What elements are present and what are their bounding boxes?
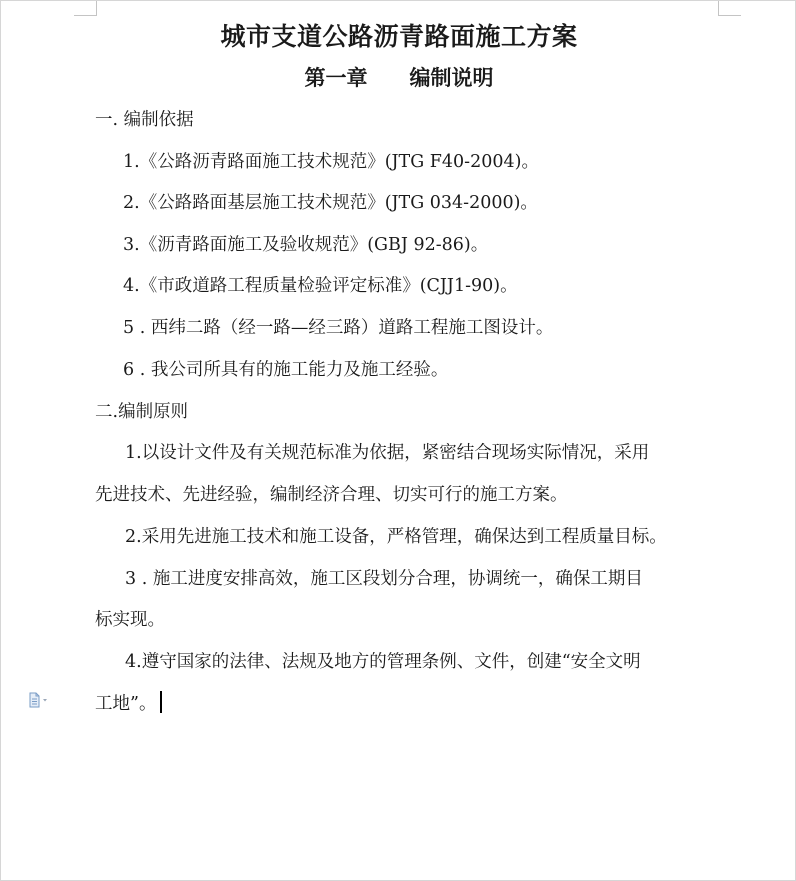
paragraph-line: 4.遵守国家的法律、法规及地方的管理条例、文件，创建“安全文明 (125, 652, 641, 672)
paragraph-line: 3 . 施工进度安排高效，施工区段划分合理，协调统一，确保工期目 (125, 569, 643, 589)
crop-mark-top-left (74, 1, 97, 16)
list-item: 3.《沥青路面施工及验收规范》(GBJ 92-86)。 (123, 235, 489, 255)
section-heading-2: 二.编制原则 (95, 402, 189, 422)
list-item: 2.《公路路面基层施工技术规范》(JTG 034-2000)。 (123, 193, 538, 213)
crop-mark-top-right (718, 1, 741, 16)
document-options-icon[interactable] (28, 692, 52, 708)
paragraph-line-last[interactable] (95, 691, 162, 716)
list-item: 4.《市政道路工程质量检验评定标准》(CJJ1-90)。 (123, 276, 518, 296)
paragraph-line: 2.采用先进施工技术和施工设备，严格管理，确保达到工程质量目标。 (125, 527, 667, 547)
list-item: 1.《公路沥青路面施工技术规范》(JTG F40-2004)。 (123, 152, 539, 172)
paragraph-text: 工地”。 (95, 694, 157, 714)
paragraph-line: 1.以设计文件及有关规范标准为依据，紧密结合现场实际情况，采用 (125, 443, 650, 463)
section-heading-1: 一. 编制依据 (95, 110, 194, 130)
list-item: 6 . 我公司所具有的施工能力及施工经验。 (123, 360, 449, 380)
chapter-heading: 第一章 编制说明 (304, 65, 494, 90)
paragraph-line: 标实现。 (95, 610, 165, 630)
document-title: 城市支道公路沥青路面施工方案 (220, 22, 578, 51)
paragraph-line: 先进技术、先进经验，编制经济合理、切实可行的施工方案。 (95, 485, 568, 505)
text-cursor (160, 691, 162, 713)
list-item: 5 . 西纬二路（经一路—经三路）道路工程施工图设计。 (123, 318, 554, 338)
